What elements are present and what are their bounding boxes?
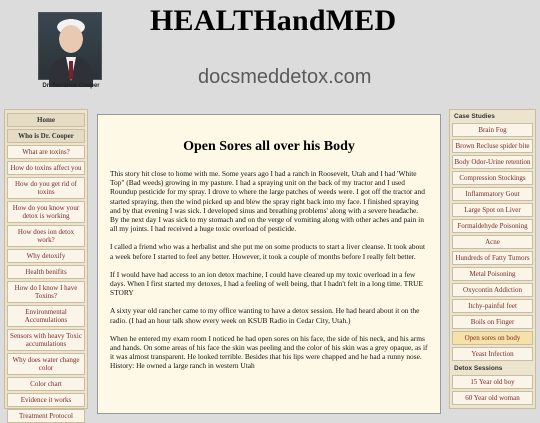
- right-sidebar-nav: [449, 109, 536, 409]
- nav-item-home[interactable]: Home: [7, 113, 85, 127]
- case-item-yeast-infection[interactable]: Yeast Infection: [452, 347, 533, 361]
- nav-item-have-toxins[interactable]: How do I know I have Toxins?: [7, 281, 85, 303]
- site-title[interactable]: HEALTHandMED: [150, 4, 397, 37]
- article-paragraph: When he entered my exam room I noticed he had open sores on his face, the side of his neck, and his arms and hands. On some areas of his face the skin was peeling and the color of his skin was a grey opaque, as if it was almost transparent. He looked terrible. Besides that his lips were chapped and he had a runny nose. History: He owned a large ranch in western Utah: [110, 333, 428, 371]
- case-item-fatty-tumors[interactable]: Hundreds of Fatty Tumors: [452, 251, 533, 265]
- article-paragraph: I called a friend who was a herbalist and she put me on some products to start a liver cleanse. It took about a week before I started to feel any better. However, it took a couple of months before I really felt better.: [110, 242, 426, 261]
- case-studies-heading: Case Studies: [454, 113, 495, 120]
- detox-sessions-heading: Detox Sessions: [454, 365, 503, 372]
- photo-caption: Dr. Terrance Cooper: [42, 83, 100, 89]
- case-item-gout[interactable]: Inflammatory Gout: [452, 187, 533, 201]
- article-title: Open Sores all over his Body: [183, 139, 355, 154]
- case-item-spider-bite[interactable]: Brown Recluse spider bite: [452, 139, 533, 153]
- nav-item-environmental[interactable]: Environmental Accumulations: [7, 305, 85, 327]
- nav-item-health-benefits[interactable]: Health benifits: [7, 265, 85, 279]
- article-paragraph: This story hit close to home with me. Some years ago I had a ranch in Roosevelt, Utah and I had 'White Top" (Bad weeds) growing in my pasture. I had a spraying unit on the back of my tractor and I used Roundup pesticide for my spray. I drove to where the large patches of weeds were. I got off the tractor and started spraying, then the wind picked up and blew the spray right back into my face. I finished spraying and by that evening I was sick. I developed sinus and breathing problems' along with a severe headache. By the next day I was sick to my stomach and on the verge of vomiting along with other aches and pain in all my joints. I had received a huge toxic overload of pesticide.: [110, 169, 425, 234]
- detox-item-15-year-boy[interactable]: 15 Year old boy: [452, 375, 533, 389]
- nav-item-how-toxins-affect[interactable]: How do toxins affect you: [7, 161, 85, 175]
- nav-item-ion-detox[interactable]: How does ion detox work?: [7, 225, 85, 247]
- article-paragraph: If I would have had access to an ion detox machine, I could have cleared up my toxic overload in a few days. When I first started my detoxes, I had a feeling of well being, that I hadn't felt in a long time. TRUE STORY: [110, 269, 424, 298]
- nav-item-why-detoxify[interactable]: Why detoxify: [7, 249, 85, 263]
- left-sidebar-nav: [4, 109, 88, 420]
- case-item-oxycontin[interactable]: Oxycontin Addiction: [452, 283, 533, 297]
- case-item-formaldehyde[interactable]: Formaldehyde Poisoning: [452, 219, 533, 233]
- case-item-compression-stockings[interactable]: Compression Stockings: [452, 171, 533, 185]
- photo-tie: [69, 61, 73, 79]
- case-item-itchy-feet[interactable]: Itchy-painful feet: [452, 299, 533, 313]
- article-paragraph: A sixty year old rancher came to my office wanting to have a detox session. He had heard about it on the radio. (I had an hour talk show every week on KSUB Radio in Cedar City, Utah.): [110, 306, 420, 325]
- case-item-body-odor[interactable]: Body Odor-Urine retention: [452, 155, 533, 169]
- nav-item-detox-working[interactable]: How do you know your detox is working: [7, 201, 85, 223]
- case-item-metal-poisoning[interactable]: Metal Poisoning: [452, 267, 533, 281]
- article-panel: [97, 114, 441, 414]
- nav-item-treatment-protocol[interactable]: Treatment Protocol: [7, 409, 85, 423]
- case-item-open-sores[interactable]: Open sores on body: [452, 331, 533, 345]
- case-item-liver-spot[interactable]: Large Spot on Liver: [452, 203, 533, 217]
- case-item-brain-fog[interactable]: Brain Fog: [452, 123, 533, 137]
- detox-item-60-year-woman[interactable]: 60 Year old woman: [452, 391, 533, 405]
- nav-item-evidence[interactable]: Evidence it works: [7, 393, 85, 407]
- nav-item-what-are-toxins[interactable]: What are toxins?: [7, 145, 85, 159]
- nav-item-who-is-dr-cooper[interactable]: Who is Dr. Cooper: [7, 129, 85, 143]
- site-url[interactable]: docsmeddetox.com: [198, 66, 372, 88]
- nav-item-sensors[interactable]: Sensors with heavy Toxic accumulations: [7, 329, 85, 351]
- nav-item-color-chart[interactable]: Color chart: [7, 377, 85, 391]
- doctor-photo: [38, 12, 102, 80]
- nav-item-water-color[interactable]: Why does water change color: [7, 353, 85, 375]
- case-item-acne[interactable]: Acne: [452, 235, 533, 249]
- case-item-boils[interactable]: Boils on Finger: [452, 315, 533, 329]
- nav-item-rid-of-toxins[interactable]: How do you get rid of toxins: [7, 177, 85, 199]
